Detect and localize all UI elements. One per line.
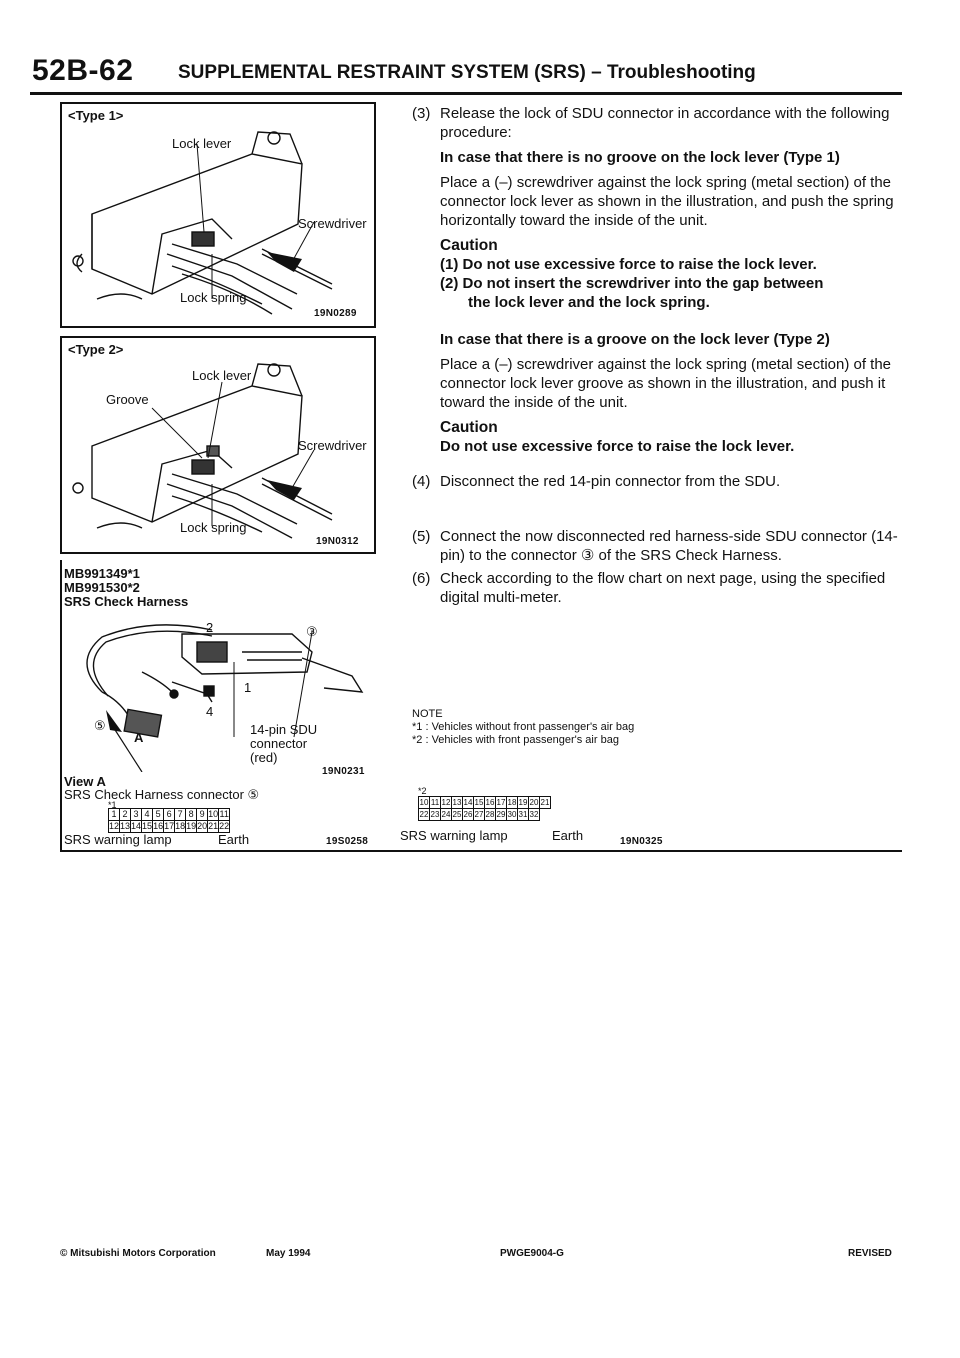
connector-pinout-1 <box>108 808 230 833</box>
case-2-text: Place a (–) screwdriver against the lock spring (metal section) of the connector lock lever groove as shown in the illustration, and push it toward the inside of the unit. <box>440 356 892 411</box>
pin-warning-lamp: 13 <box>452 798 462 807</box>
pin: 17 <box>496 798 506 807</box>
figure-type1-label: <Type 1> <box>68 108 124 123</box>
footer-date: May 1994 <box>266 1248 311 1259</box>
callout-lock-spring: Lock spring <box>180 290 247 305</box>
pin-warning-lamp: 14 <box>131 821 142 831</box>
footer-doc-code: PWGE9004-G <box>500 1248 564 1259</box>
pin: 10 <box>419 798 429 807</box>
pin-earth: 20 <box>529 798 539 807</box>
step-number: (6) <box>412 570 431 587</box>
step-3 <box>412 104 904 142</box>
check-harness-illustration <box>62 612 382 772</box>
earth-label: Earth <box>552 828 584 843</box>
pin: 18 <box>175 821 186 831</box>
pin: 4 <box>142 809 153 821</box>
sdu-connector-label-1: 14-pin SDU <box>250 722 318 737</box>
content-bottom-rule <box>60 850 902 852</box>
pin: 15 <box>474 798 484 807</box>
warning-lamp-label: SRS warning lamp <box>64 832 172 847</box>
pin-warning-lamp: 25 <box>452 810 462 819</box>
step-text: Release the lock of SDU connector in accordance with the following procedure: <box>440 105 890 141</box>
callout-screwdriver: Screwdriver <box>298 438 367 453</box>
callout-lock-spring: Lock spring <box>180 520 247 535</box>
caution-1-item-2-cont: the lock lever and the lock spring. <box>468 294 710 311</box>
pin-earth: 31 <box>518 810 528 819</box>
note-line-1: *1 : Vehicles without front passenger's air bag <box>412 721 635 733</box>
connector-type-1-marker: *1 <box>108 800 117 810</box>
sdu-connector-label-2: connector <box>250 736 308 751</box>
header-rule <box>30 92 902 95</box>
pin: 23 <box>430 810 440 819</box>
pin: 24 <box>441 810 451 819</box>
pin: 30 <box>507 810 517 819</box>
harness-part-number-1: MB991349*1 <box>64 566 140 581</box>
pin-warning-lamp: 13 <box>120 821 131 831</box>
pin: 6 <box>164 809 175 821</box>
pin-earth: 19 <box>186 821 197 831</box>
step-text: Connect the now disconnected red harness-side SDU connector (14-pin) to the connector ③ of the SRS Check Harness. <box>440 528 898 564</box>
step-number: (3) <box>412 105 431 122</box>
step-text: Disconnect the red 14-pin connector from the SDU. <box>440 473 781 490</box>
harness-num-3: ③ <box>306 624 318 639</box>
step-4 <box>412 472 904 491</box>
callout-screwdriver: Screwdriver <box>298 216 367 231</box>
footer-copyright: © Mitsubishi Motors Corporation <box>60 1248 216 1259</box>
pin-earth: 20 <box>197 821 208 831</box>
pin-earth: 19 <box>518 798 528 807</box>
pin: 21 <box>208 821 219 831</box>
harness-num-2: 2 <box>206 620 214 635</box>
pin: 11 <box>430 798 440 807</box>
figure-code: 19N0231 <box>322 766 365 777</box>
caution-1-heading: Caution <box>440 237 498 254</box>
pin-row <box>419 809 551 821</box>
connector-pinout-2 <box>418 796 551 821</box>
view-a-title: View A <box>64 774 106 789</box>
callout-groove: Groove <box>106 392 149 407</box>
harness-part-number-2: MB991530*2 <box>64 580 140 595</box>
pin: 5 <box>153 809 164 821</box>
pin: 18 <box>507 798 517 807</box>
step-6 <box>412 569 904 607</box>
connector-type-2-marker: *2 <box>418 786 427 796</box>
note-block <box>412 708 872 747</box>
note-line-2: *2 : Vehicles with front passenger's air bag <box>412 734 619 746</box>
earth-label: Earth <box>218 832 250 847</box>
case-2-heading: In case that there is a groove on the lock lever (Type 2) <box>440 331 830 348</box>
pin: 22 <box>219 821 230 831</box>
page-title: SUPPLEMENTAL RESTRAINT SYSTEM (SRS) – Troubleshooting <box>178 62 756 83</box>
figure-type1 <box>60 102 376 328</box>
procedure-column <box>412 104 904 607</box>
footer-status: REVISED <box>848 1248 892 1259</box>
section-number: 52B-62 <box>32 54 134 87</box>
pin: 15 <box>142 821 153 831</box>
figure-code: 19N0289 <box>314 308 357 319</box>
pin: 21 <box>540 798 550 807</box>
callout-lock-lever: Lock lever <box>192 368 252 383</box>
view-a-subtitle: SRS Check Harness connector ⑤ <box>64 787 260 802</box>
note-label: NOTE <box>412 708 443 720</box>
caution-1-item-1: (1) Do not use excessive force to raise the lock lever. <box>440 256 817 273</box>
figure-code: 19N0325 <box>620 836 663 847</box>
figure-code: 19N0312 <box>316 536 359 547</box>
harness-num-1: 1 <box>244 680 252 695</box>
harness-num-4: 4 <box>206 704 214 719</box>
step-number: (4) <box>412 473 431 490</box>
step-number: (5) <box>412 528 431 545</box>
pin: 11 <box>219 809 229 819</box>
pin: 8 <box>186 809 197 821</box>
pin-earth: 32 <box>529 810 539 819</box>
pin: 2 <box>120 809 131 821</box>
pin: 28 <box>485 810 495 819</box>
pin-row <box>109 821 230 833</box>
pin: 10 <box>208 809 219 819</box>
sdu-connector-label-3: (red) <box>250 750 278 765</box>
case-1-text: Place a (–) screwdriver against the lock spring (metal section) of the connector lock lever as shown in the illustration, and push the spring horizontally toward the inside of the unit. <box>440 174 894 229</box>
pin: 7 <box>175 809 186 821</box>
step-5 <box>412 527 904 565</box>
caution-2-item: Do not use excessive force to raise the lock lever. <box>440 438 795 455</box>
figure-code: 19S0258 <box>326 836 369 847</box>
figure-type2 <box>60 336 376 554</box>
pin: 1 <box>109 809 120 821</box>
pin: 9 <box>197 809 208 821</box>
view-a-arrow-label: A <box>134 730 144 745</box>
figure-type2-label: <Type 2> <box>68 342 124 357</box>
pin: 27 <box>474 810 484 819</box>
case-1-heading: In case that there is no groove on the lock lever (Type 1) <box>440 149 840 166</box>
caution-1-item-2: (2) Do not insert the screwdriver into the gap between <box>440 275 824 292</box>
harness-num-5: ⑤ <box>94 718 106 733</box>
step-text: Check according to the flow chart on next page, using the specified digital multi-meter. <box>440 570 886 606</box>
pin-row <box>419 797 551 809</box>
pin: 12 <box>109 821 120 831</box>
callout-lock-lever: Lock lever <box>172 136 232 151</box>
pin: 12 <box>441 798 451 807</box>
warning-lamp-label: SRS warning lamp <box>400 828 508 843</box>
pin: 16 <box>153 821 164 831</box>
pin: 16 <box>485 798 495 807</box>
pin: 26 <box>463 810 473 819</box>
pin: 22 <box>419 810 429 819</box>
caution-2-heading: Caution <box>440 419 498 436</box>
pin-row <box>109 809 230 821</box>
pin: 17 <box>164 821 175 831</box>
pin: 29 <box>496 810 506 819</box>
harness-title: SRS Check Harness <box>64 594 189 609</box>
pin-warning-lamp: 14 <box>463 798 473 807</box>
pin: 3 <box>131 809 142 821</box>
